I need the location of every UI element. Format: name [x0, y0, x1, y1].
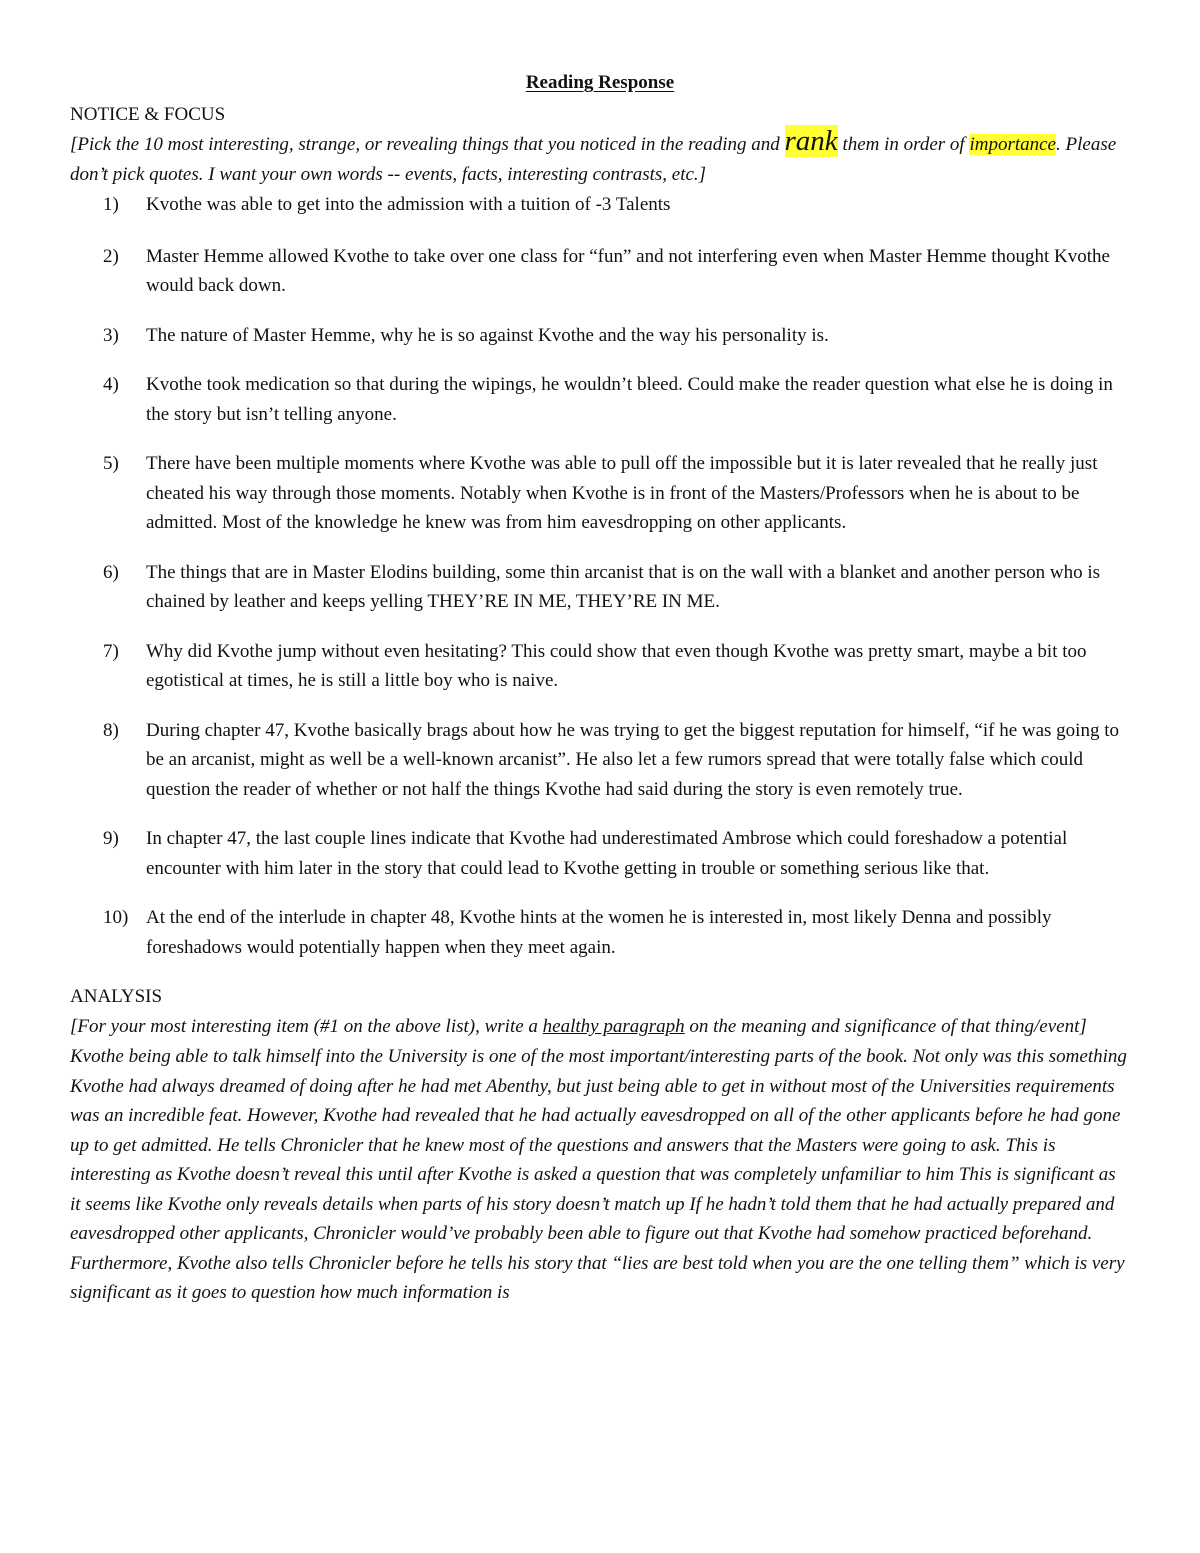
list-item: [70, 190, 1130, 220]
analysis-instructions: [70, 1012, 1130, 1042]
ranked-list: [70, 190, 1130, 962]
item-text: Master Hemme allowed Kvothe to take over one class for “fun” and not interfering even when Master Hemme thought Kvothe would back down.: [146, 245, 1110, 296]
list-item: [70, 558, 1130, 617]
notice-instr-part3: . Please don’t pick quotes. I want your own words -- events, facts, interesting contrasts, etc.]: [70, 134, 1117, 185]
page-title: Reading Response: [525, 72, 675, 93]
item-number: 3): [103, 324, 119, 346]
item-number: 2): [103, 245, 119, 267]
analysis-heading: ANALYSIS: [70, 986, 163, 1007]
notice-instr-part1: [Pick the 10 most interesting, strange, or revealing things that you noticed in the reading and: [70, 134, 785, 155]
item-number: 1): [103, 194, 119, 215]
item-number: 9): [103, 828, 119, 849]
list-item: [70, 903, 1130, 962]
list-item: [70, 370, 1130, 429]
highlighted-importance: importance: [969, 134, 1056, 155]
item-number: 10): [103, 907, 129, 928]
notice-instr-part2: them in order of: [837, 134, 970, 155]
list-item: [70, 242, 1130, 301]
item-text: In chapter 47, the last couple lines indicate that Kvothe had underestimated Ambrose which could foreshadow a potential encounter with him later in the story that could lead to Kvothe getting in trouble or something serious like that.: [146, 828, 1068, 879]
item-text: Why did Kvothe jump without even hesitating? This could show that even though Kvothe was pretty smart, maybe a bit too egotistical at times, he is still a little boy who is naive.: [146, 640, 1087, 691]
item-text: There have been multiple moments where Kvothe was able to pull off the impossible but it is later revealed that he really just cheated his way through those moments. Notably when Kvothe is in front of the Masters/Professors when he is about to be admitted. Most of the knowledge he knew was from him eavesdropping on other applicants.: [146, 453, 1098, 533]
item-number: 7): [103, 640, 119, 662]
item-number: 8): [103, 719, 119, 741]
list-item: [70, 449, 1130, 538]
item-text: The nature of Master Hemme, why he is so against Kvothe and the way his personality is.: [146, 324, 829, 346]
document-page: [70, 72, 1130, 1308]
notice-section: [70, 100, 1130, 962]
item-text: Kvothe took medication so that during the wipings, he wouldn’t bleed. Could make the reader question what else he is doing in the story but isn’t telling anyone.: [146, 374, 1113, 425]
item-text: Kvothe was able to get into the admission with a tuition of -3 Talents: [146, 194, 671, 215]
analysis-paragraph: Kvothe being able to talk himself into the University is one of the most important/interesting parts of the book. Not only was this something Kvothe had always dreamed of doing after he had met Abenthy, but just being able to get in without most of the Universities requirements was an incredible feat. However, Kvothe had revealed that he had actually eavesdropped on all of the other applicants before he had gone up to get admitted. He tells Chronicler that he knew most of the questions and answers that the Masters were going to ask. This is interesting as Kvothe doesn’t reveal this until after Kvothe is asked a question that was completely unfamiliar to him This is significant as it seems like Kvothe only reveals details when parts of his story doesn’t match up If he hadn’t told them that he had actually prepared and eavesdropped other applicants, Chronicler would’ve probably been able to figure out that Kvothe had somehow practiced beforehand. Furthermore, Kvothe also tells Chronicler before he tells his story that “lies are best told when you are the one telling them” which is very significant as it goes to question how much information is: [70, 1046, 1127, 1303]
analysis-instr-part1: [For your most interesting item (#1 on the above list), write a: [70, 1016, 543, 1037]
analysis-section: [70, 982, 1130, 1308]
item-number: 5): [103, 453, 119, 474]
notice-instructions: [70, 125, 1130, 190]
highlighted-rank: rank: [784, 125, 838, 157]
item-number: 6): [103, 561, 119, 583]
analysis-instr-part2: on the meaning and significance of that thing/event]: [684, 1016, 1087, 1037]
item-number: 4): [103, 374, 119, 395]
list-item: [70, 824, 1130, 883]
list-item: [70, 637, 1130, 696]
list-item: [70, 716, 1130, 805]
item-text: The things that are in Master Elodins building, some thin arcanist that is on the wall with a blanket and another person who is chained by leather and keeps yelling THEY’RE IN ME, THEY’RE IN ME.: [146, 561, 1101, 612]
underlined-healthy-paragraph: healthy paragraph: [542, 1016, 685, 1037]
item-text: During chapter 47, Kvothe basically brags about how he was trying to get the biggest reputation for himself, “if he was going to be an arcanist, might as well be a well-known arcanist”. He also let a few rumors spread that were totally false which could question the reader of whether or not half the things Kvothe had said during the story is even remotely true.: [146, 719, 1119, 800]
list-item: [70, 321, 1130, 351]
item-text: At the end of the interlude in chapter 48, Kvothe hints at the women he is interested in, most likely Denna and possibly foreshadows would potentially happen when they meet again.: [146, 907, 1052, 958]
notice-heading: NOTICE & FOCUS: [70, 104, 226, 125]
